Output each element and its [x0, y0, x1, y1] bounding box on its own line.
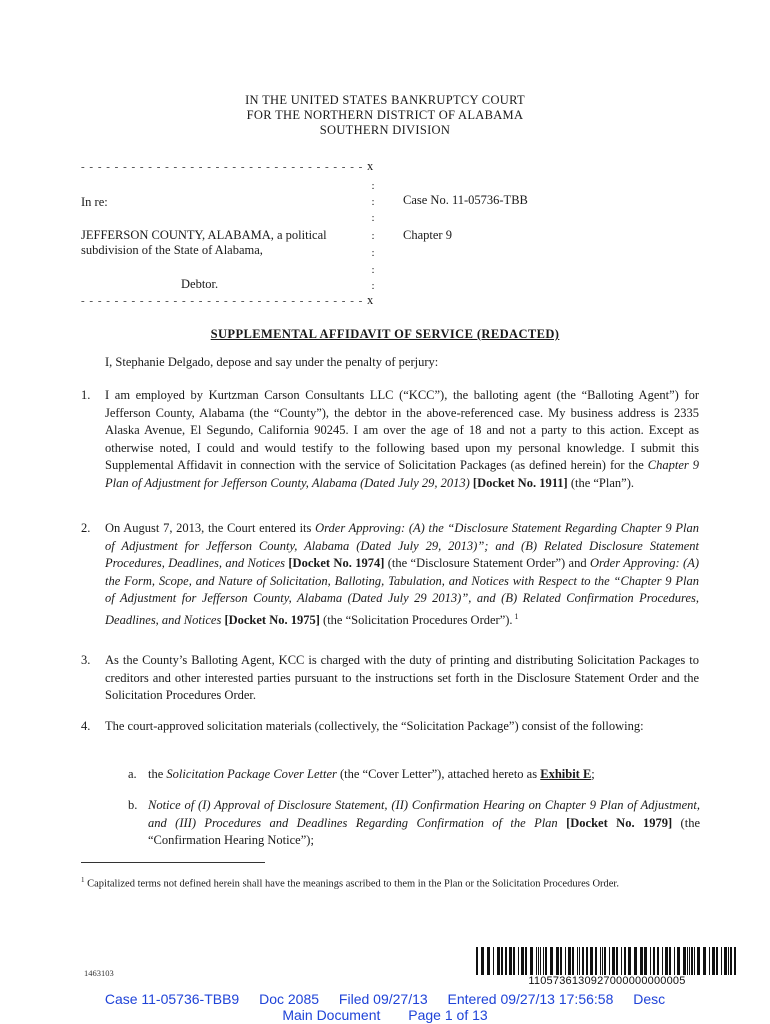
- paragraph-text: The court-approved solicitation materials (collectively, the “Solicitation Package”) consist of the following:: [105, 719, 644, 733]
- caption-x-bottom: x: [367, 293, 374, 307]
- footnote-number: 1: [81, 876, 85, 884]
- caption-debtor: Debtor.: [181, 277, 219, 291]
- paragraph-1: [81, 387, 699, 492]
- paragraph-2: [81, 520, 699, 629]
- caption-colon: :: [371, 196, 375, 208]
- plan-title: Chapter 9 Plan of Adjustment for Jefferson County, Alabama (Dated July 29, 2013): [105, 458, 699, 490]
- footnote-marker: 1: [512, 611, 519, 621]
- stamp-main-document: Main Document: [282, 1007, 381, 1023]
- footnote-text: Capitalized terms not defined herein shall have the meanings ascribed to them in the Plan or the Solicitation Procedures Order.: [84, 878, 619, 890]
- stamp-case: Case 11-05736-TBB9: [104, 991, 240, 1007]
- paragraph-4: [81, 718, 699, 736]
- paragraph-text: I am employed by Kurtzman Carson Consultants LLC (“KCC”), the balloting agent (the “Balloting Agent”) for Jefferson County, Alabama (the “County”), the debtor in the above-referenced case. My business address is 2335 Alaska Avenue, El Segundo, California 90245. I am over the age of 18 and not a party to this action. Except as otherwise noted, I could and would testify to the following based upon my personal knowledge. I submit this Supplemental Affidavit in connection with the service of Solicitation Packages (as defined herein) for the: [105, 388, 699, 472]
- stamp-filed: Filed 09/27/13: [338, 991, 428, 1007]
- filing-stamp-line2: [0, 1007, 770, 1024]
- caption-x-top: x: [367, 159, 374, 173]
- paragraph-number: 1.: [81, 388, 91, 402]
- intro-statement: I, Stephanie Delgado, depose and say under the penalty of perjury:: [105, 355, 439, 369]
- paragraph-3: [81, 652, 699, 705]
- subitem-letter: b.: [128, 798, 138, 812]
- barcode-icon: [476, 947, 738, 975]
- subitem-b: [128, 797, 700, 850]
- paragraph-number: 2.: [81, 521, 91, 535]
- stamp-desc: Desc: [633, 991, 666, 1007]
- subitem-text: the: [148, 767, 167, 781]
- caption-colon: :: [371, 264, 375, 276]
- caption-colon: :: [371, 280, 375, 292]
- exhibit-reference: Exhibit E: [540, 767, 592, 781]
- caption-colon: :: [371, 230, 375, 242]
- footnote-rule: [81, 862, 265, 863]
- docket-reference: [Docket No. 1911]: [469, 475, 568, 490]
- paragraph-text: (the “Solicitation Procedures Order”).: [319, 612, 513, 627]
- subitem-letter: a.: [128, 767, 137, 781]
- stamp-doc: Doc 2085: [259, 991, 320, 1007]
- court-division: SOUTHERN DIVISION: [319, 123, 451, 137]
- subitem-text: (the “Confirmation Hearing Notice”);: [148, 815, 700, 847]
- filing-stamp-line1: [0, 991, 770, 1008]
- caption-chapter: Chapter 9: [403, 228, 452, 242]
- notice-title: Notice of (I) Approval of Disclosure Statement, (II) Confirmation Hearing on Chapter 9 Plan of Adjustment, and (III) Procedures and Deadlines Regarding Confirmation of the Plan: [148, 798, 700, 830]
- order-title: Order Approving: (A) the Form, Scope, and Nature of Solicitation, Balloting, Tabulation, and Notices with Respect to the “Chapter 9 Plan of Adjustment for Jefferson County, Alabama (Dated July 29 2013)”, and (B) Related Confirmation Procedures, Deadlines, and Notices: [105, 556, 700, 627]
- court-name: IN THE UNITED STATES BANKRUPTCY COURT: [245, 93, 525, 107]
- paragraph-number: 3.: [81, 653, 91, 667]
- subitem-text: (the “Cover Letter”), attached hereto as: [336, 767, 541, 781]
- caption-in-re: In re:: [81, 195, 108, 209]
- docket-reference: [Docket No. 1975]: [221, 612, 320, 627]
- cover-letter-title: Solicitation Package Cover Letter: [166, 767, 337, 781]
- paragraph-text: (the “Plan”).: [567, 475, 634, 490]
- caption-colon: :: [371, 180, 375, 192]
- subitem-a: [128, 766, 700, 784]
- caption-colon: :: [371, 212, 375, 224]
- order-title: Order Approving: (A) the “Disclosure Statement Regarding Chapter 9 Plan of Adjustment for Jefferson County, Alabama (Dated July 29, 2013)”; and (B) Related Disclosure Statement Procedures, Deadlines, and Notices: [105, 521, 699, 570]
- document-title: SUPPLEMENTAL AFFIDAVIT OF SERVICE (REDACTED): [210, 327, 560, 341]
- caption-rule-bottom: - - - - - - - - - - - - - - - - - - - - - - - - - - - - - - - - - -: [81, 295, 364, 307]
- paragraph-text: As the County’s Balloting Agent, KCC is charged with the duty of printing and distributing Solicitation Packages to creditors and other interested parties pursuant to the instructions set forth in the Disclosure Statement Order and the Solicitation Procedures Order.: [105, 653, 699, 702]
- court-header: [0, 93, 770, 138]
- stamp-page: Page 1 of 13: [408, 1007, 488, 1023]
- document-id: 1463103: [84, 968, 114, 978]
- caption-rule-top: - - - - - - - - - - - - - - - - - - - - - - - - - - - - - - - - - -: [81, 161, 364, 173]
- caption-colon: :: [371, 247, 375, 259]
- barcode-number: 1105736130927000000000005: [528, 975, 686, 987]
- caption-party-line1: JEFFERSON COUNTY, ALABAMA, a political: [81, 228, 327, 242]
- caption-party-line2: subdivision of the State of Alabama,: [81, 243, 263, 257]
- caption-case-number: Case No. 11-05736-TBB: [403, 193, 528, 207]
- stamp-entered: Entered 09/27/13 17:56:58: [447, 991, 614, 1007]
- footnote: [81, 873, 699, 892]
- paragraph-text: On August 7, 2013, the Court entered its: [105, 521, 316, 535]
- subitem-text: ;: [591, 767, 595, 781]
- docket-reference: [Docket No. 1974]: [285, 556, 385, 570]
- paragraph-text: (the “Disclosure Statement Order”) and: [384, 556, 590, 570]
- court-district: FOR THE NORTHERN DISTRICT OF ALABAMA: [246, 108, 524, 122]
- paragraph-number: 4.: [81, 719, 91, 733]
- docket-reference: [Docket No. 1979]: [557, 815, 673, 830]
